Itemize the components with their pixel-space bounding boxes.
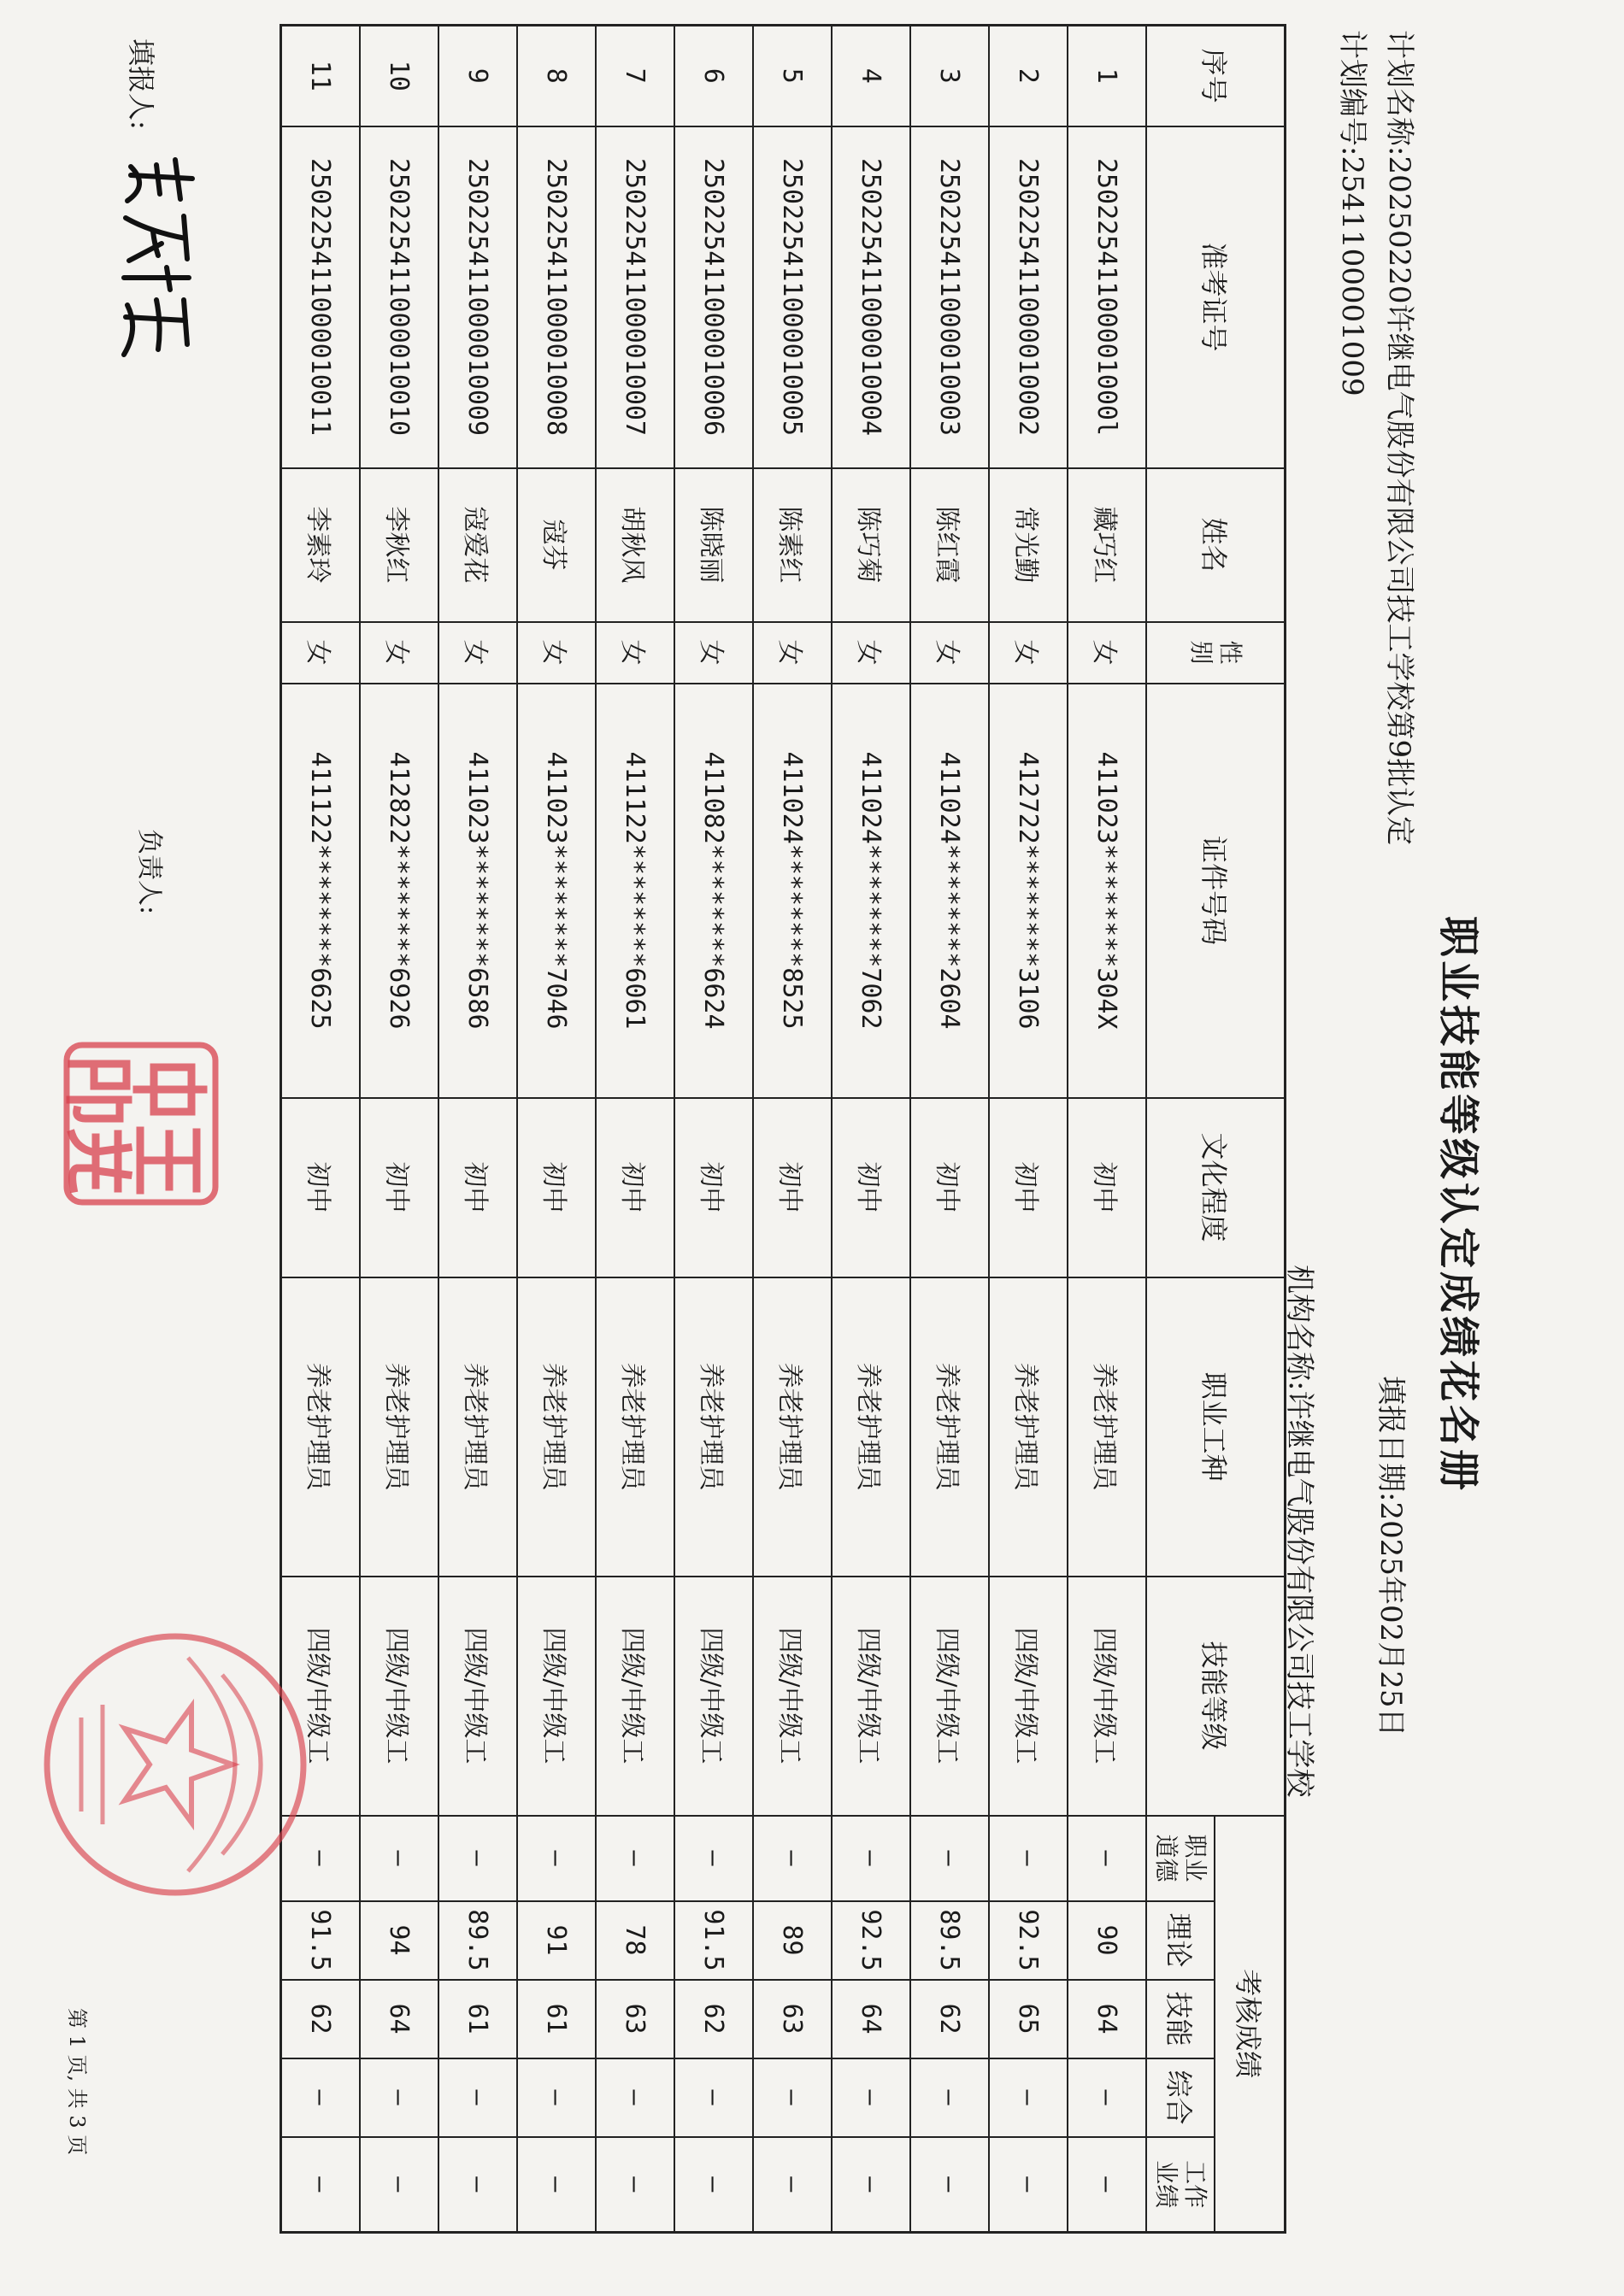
row-gender: 女 bbox=[832, 622, 910, 684]
row-seq: 2 bbox=[989, 26, 1068, 126]
row-seq: 5 bbox=[753, 26, 832, 126]
row-occupation: 养老护理员 bbox=[674, 1277, 753, 1577]
row-ethics: — bbox=[281, 1816, 361, 1901]
row-id-number: 411082********6624 bbox=[674, 684, 753, 1098]
row-skill-level: 四级/中级工 bbox=[517, 1577, 596, 1816]
fill-date bbox=[1373, 1376, 1415, 1737]
row-education: 初中 bbox=[281, 1098, 361, 1277]
row-gender: 女 bbox=[674, 622, 753, 684]
row-exam-id: 250225411000010003 bbox=[910, 126, 989, 468]
row-skill: 63 bbox=[596, 1980, 674, 2058]
row-theory: 90 bbox=[1068, 1901, 1146, 1980]
grades-table bbox=[279, 24, 1286, 2234]
row-gender: 女 bbox=[281, 622, 361, 684]
header-education: 文化程度 bbox=[1146, 1098, 1286, 1277]
header-performance-text: 工作业绩 bbox=[1152, 2160, 1209, 2209]
row-performance: — bbox=[674, 2137, 753, 2233]
header-skill: 技能 bbox=[1146, 1980, 1215, 2058]
row-id-number: 411024********2604 bbox=[910, 684, 989, 1098]
row-theory: 89.5 bbox=[910, 1901, 989, 1980]
org-name-label: 机构名称: bbox=[1282, 1265, 1316, 1391]
header-exam-id: 准考证号 bbox=[1146, 126, 1286, 468]
row-skill: 65 bbox=[989, 1980, 1068, 2058]
table-row bbox=[674, 26, 753, 2233]
header-gender-text: 性别 bbox=[1187, 640, 1244, 665]
row-seq: 8 bbox=[517, 26, 596, 126]
row-id-number: 411122********6061 bbox=[596, 684, 674, 1098]
row-id-number: 411024********8525 bbox=[753, 684, 832, 1098]
row-skill-level: 四级/中级工 bbox=[910, 1577, 989, 1816]
row-seq: 9 bbox=[438, 26, 517, 126]
grades-body bbox=[281, 26, 1147, 2233]
row-performance: — bbox=[1068, 2137, 1146, 2233]
row-occupation: 养老护理员 bbox=[832, 1277, 910, 1577]
row-name: 寇芬 bbox=[517, 468, 596, 622]
row-education: 初中 bbox=[989, 1098, 1068, 1277]
row-skill-level: 四级/中级工 bbox=[438, 1577, 517, 1816]
row-gender: 女 bbox=[989, 622, 1068, 684]
row-name: 陈素红 bbox=[753, 468, 832, 622]
row-ethics: — bbox=[360, 1816, 438, 1901]
org-name bbox=[1281, 1265, 1323, 1797]
row-id-number: 411024********7062 bbox=[832, 684, 910, 1098]
table-row bbox=[517, 26, 596, 2233]
table-row bbox=[596, 26, 674, 2233]
row-comprehensive: — bbox=[596, 2058, 674, 2137]
plan-number bbox=[1334, 30, 1376, 396]
row-education: 初中 bbox=[596, 1098, 674, 1277]
row-comprehensive: — bbox=[1068, 2058, 1146, 2137]
header-gender bbox=[1146, 622, 1286, 684]
row-occupation: 养老护理员 bbox=[753, 1277, 832, 1577]
row-education: 初中 bbox=[360, 1098, 438, 1277]
row-name: 常光勤 bbox=[989, 468, 1068, 622]
row-ethics: — bbox=[674, 1816, 753, 1901]
row-skill-level: 四级/中级工 bbox=[674, 1577, 753, 1816]
row-occupation: 养老护理员 bbox=[989, 1277, 1068, 1577]
row-name: 陈巧菊 bbox=[832, 468, 910, 622]
plan-number-value: 2541100001009 bbox=[1335, 156, 1369, 396]
row-seq: 1 bbox=[1068, 26, 1146, 126]
header-occupation: 职业工种 bbox=[1146, 1277, 1286, 1577]
row-performance: — bbox=[753, 2137, 832, 2233]
row-name: 陈晓丽 bbox=[674, 468, 753, 622]
row-skill: 62 bbox=[281, 1980, 361, 2058]
row-skill: 63 bbox=[753, 1980, 832, 2058]
row-skill: 61 bbox=[438, 1980, 517, 2058]
row-seq: 4 bbox=[832, 26, 910, 126]
row-ethics: — bbox=[989, 1816, 1068, 1901]
row-skill-level: 四级/中级工 bbox=[753, 1577, 832, 1816]
row-gender: 女 bbox=[1068, 622, 1146, 684]
row-skill: 62 bbox=[674, 1980, 753, 2058]
table-row bbox=[753, 26, 832, 2233]
table-header-row bbox=[1215, 26, 1286, 2233]
org-name-value: 许继电气股份有限公司技工学校 bbox=[1282, 1390, 1316, 1798]
row-theory: 91.5 bbox=[281, 1901, 361, 1980]
row-skill-level: 四级/中级工 bbox=[1068, 1577, 1146, 1816]
row-comprehensive: — bbox=[989, 2058, 1068, 2137]
row-education: 初中 bbox=[832, 1098, 910, 1277]
row-ethics: — bbox=[832, 1816, 910, 1901]
row-skill-level: 四级/中级工 bbox=[360, 1577, 438, 1816]
row-seq: 3 bbox=[910, 26, 989, 126]
row-performance: — bbox=[989, 2137, 1068, 2233]
row-id-number: 411023********6586 bbox=[438, 684, 517, 1098]
header-theory: 理论 bbox=[1146, 1901, 1215, 1980]
row-occupation: 养老护理员 bbox=[281, 1277, 361, 1577]
row-occupation: 养老护理员 bbox=[1068, 1277, 1146, 1577]
row-exam-id: 250225411000010005 bbox=[753, 126, 832, 468]
row-id-number: 411023********304X bbox=[1068, 684, 1146, 1098]
row-skill-level: 四级/中级工 bbox=[281, 1577, 361, 1816]
row-performance: — bbox=[438, 2137, 517, 2233]
row-ethics: — bbox=[596, 1816, 674, 1901]
row-theory: 94 bbox=[360, 1901, 438, 1980]
plan-name-label: 计划名称: bbox=[1382, 30, 1416, 156]
row-comprehensive: — bbox=[438, 2058, 517, 2137]
row-education: 初中 bbox=[674, 1098, 753, 1277]
row-comprehensive: — bbox=[674, 2058, 753, 2137]
row-comprehensive: — bbox=[832, 2058, 910, 2137]
row-exam-id: 250225411000010011 bbox=[281, 126, 361, 468]
row-exam-id: 250225411000010006 bbox=[674, 126, 753, 468]
row-id-number: 411023********7046 bbox=[517, 684, 596, 1098]
plan-number-label: 计划编号: bbox=[1335, 30, 1369, 156]
row-skill-level: 四级/中级工 bbox=[596, 1577, 674, 1816]
row-comprehensive: — bbox=[910, 2058, 989, 2137]
row-skill: 64 bbox=[832, 1980, 910, 2058]
row-ethics: — bbox=[1068, 1816, 1146, 1901]
fill-date-value: 2025年02月25日 bbox=[1374, 1501, 1408, 1737]
handwritten-signature bbox=[103, 150, 209, 372]
row-theory: 89 bbox=[753, 1901, 832, 1980]
row-comprehensive: — bbox=[281, 2058, 361, 2137]
row-occupation: 养老护理员 bbox=[438, 1277, 517, 1577]
row-exam-id: 250225411000010004 bbox=[832, 126, 910, 468]
row-skill: 61 bbox=[517, 1980, 596, 2058]
row-skill: 62 bbox=[910, 1980, 989, 2058]
header-performance bbox=[1146, 2137, 1215, 2233]
header-skill-level: 技能等级 bbox=[1146, 1577, 1286, 1816]
row-education: 初中 bbox=[517, 1098, 596, 1277]
row-name: 藏巧红 bbox=[1068, 468, 1146, 622]
row-id-number: 411122********6625 bbox=[281, 684, 361, 1098]
table-row bbox=[1068, 26, 1146, 2233]
row-theory: 78 bbox=[596, 1901, 674, 1980]
header-ethics bbox=[1146, 1816, 1215, 1901]
manager-label: 负责人: bbox=[134, 829, 164, 915]
row-gender: 女 bbox=[517, 622, 596, 684]
row-skill: 64 bbox=[360, 1980, 438, 2058]
row-gender: 女 bbox=[910, 622, 989, 684]
row-name: 寇爱花 bbox=[438, 468, 517, 622]
row-gender: 女 bbox=[753, 622, 832, 684]
table-row bbox=[832, 26, 910, 2233]
filler-label: 填报人: bbox=[125, 38, 157, 130]
row-seq: 10 bbox=[360, 26, 438, 126]
row-name: 胡秋风 bbox=[596, 468, 674, 622]
row-performance: — bbox=[832, 2137, 910, 2233]
row-education: 初中 bbox=[910, 1098, 989, 1277]
header-comprehensive: 综合 bbox=[1146, 2058, 1215, 2137]
table-row bbox=[360, 26, 438, 2233]
row-performance: — bbox=[910, 2137, 989, 2233]
row-ethics: — bbox=[517, 1816, 596, 1901]
row-theory: 91 bbox=[517, 1901, 596, 1980]
row-seq: 6 bbox=[674, 26, 753, 126]
row-exam-id: 250225411000010009 bbox=[438, 126, 517, 468]
row-name: 李秋红 bbox=[360, 468, 438, 622]
document-title: 职业技能等级认定成绩花名册 bbox=[1434, 915, 1482, 1494]
page-info: 第 1 页, 共 3 页 bbox=[65, 2008, 89, 2156]
row-skill-level: 四级/中级工 bbox=[989, 1577, 1068, 1816]
row-skill: 64 bbox=[1068, 1980, 1146, 2058]
row-comprehensive: — bbox=[360, 2058, 438, 2137]
row-seq: 11 bbox=[281, 26, 361, 126]
row-performance: — bbox=[281, 2137, 361, 2233]
header-id-number: 证件号码 bbox=[1146, 684, 1286, 1098]
row-education: 初中 bbox=[438, 1098, 517, 1277]
unit-seal-icon bbox=[34, 1624, 316, 1906]
plan-name bbox=[1381, 30, 1423, 845]
unit-seal bbox=[34, 1624, 316, 1906]
name-seal-icon bbox=[60, 1038, 222, 1209]
header-seq: 序号 bbox=[1146, 26, 1286, 126]
table-row bbox=[438, 26, 517, 2233]
row-ethics: — bbox=[438, 1816, 517, 1901]
row-gender: 女 bbox=[360, 622, 438, 684]
row-id-number: 412822********6926 bbox=[360, 684, 438, 1098]
fill-date-label: 填报日期: bbox=[1374, 1376, 1408, 1502]
row-exam-id: 250225411000010002 bbox=[989, 126, 1068, 468]
row-id-number: 412722********3106 bbox=[989, 684, 1068, 1098]
row-skill-level: 四级/中级工 bbox=[832, 1577, 910, 1816]
signature-icon bbox=[107, 150, 209, 372]
row-exam-id: 250225411000010010 bbox=[360, 126, 438, 468]
header-scores-group: 考核成绩 bbox=[1215, 1816, 1286, 2233]
row-seq: 7 bbox=[596, 26, 674, 126]
plan-name-value: 20250220许继电气股份有限公司技工学校第9批认定 bbox=[1382, 156, 1416, 846]
header-name: 姓名 bbox=[1146, 468, 1286, 622]
row-name: 陈红霞 bbox=[910, 468, 989, 622]
row-ethics: — bbox=[910, 1816, 989, 1901]
row-performance: — bbox=[360, 2137, 438, 2233]
row-comprehensive: — bbox=[517, 2058, 596, 2137]
row-gender: 女 bbox=[438, 622, 517, 684]
row-theory: 89.5 bbox=[438, 1901, 517, 1980]
row-theory: 92.5 bbox=[989, 1901, 1068, 1980]
row-gender: 女 bbox=[596, 622, 674, 684]
row-occupation: 养老护理员 bbox=[360, 1277, 438, 1577]
row-performance: — bbox=[517, 2137, 596, 2233]
name-seal bbox=[60, 1038, 222, 1209]
row-performance: — bbox=[596, 2137, 674, 2233]
header-ethics-text: 职业道德 bbox=[1152, 1834, 1209, 1882]
row-occupation: 养老护理员 bbox=[596, 1277, 674, 1577]
row-comprehensive: — bbox=[753, 2058, 832, 2137]
row-education: 初中 bbox=[753, 1098, 832, 1277]
row-name: 李素玲 bbox=[281, 468, 361, 622]
row-theory: 92.5 bbox=[832, 1901, 910, 1980]
row-exam-id: 250225411000010008 bbox=[517, 126, 596, 468]
row-education: 初中 bbox=[1068, 1098, 1146, 1277]
row-occupation: 养老护理员 bbox=[910, 1277, 989, 1577]
row-occupation: 养老护理员 bbox=[517, 1277, 596, 1577]
table-row bbox=[910, 26, 989, 2233]
row-theory: 91.5 bbox=[674, 1901, 753, 1980]
row-exam-id: 250225411000010007 bbox=[596, 126, 674, 468]
table-row bbox=[989, 26, 1068, 2233]
row-exam-id: 25022541100001000l bbox=[1068, 126, 1146, 468]
row-ethics: — bbox=[753, 1816, 832, 1901]
